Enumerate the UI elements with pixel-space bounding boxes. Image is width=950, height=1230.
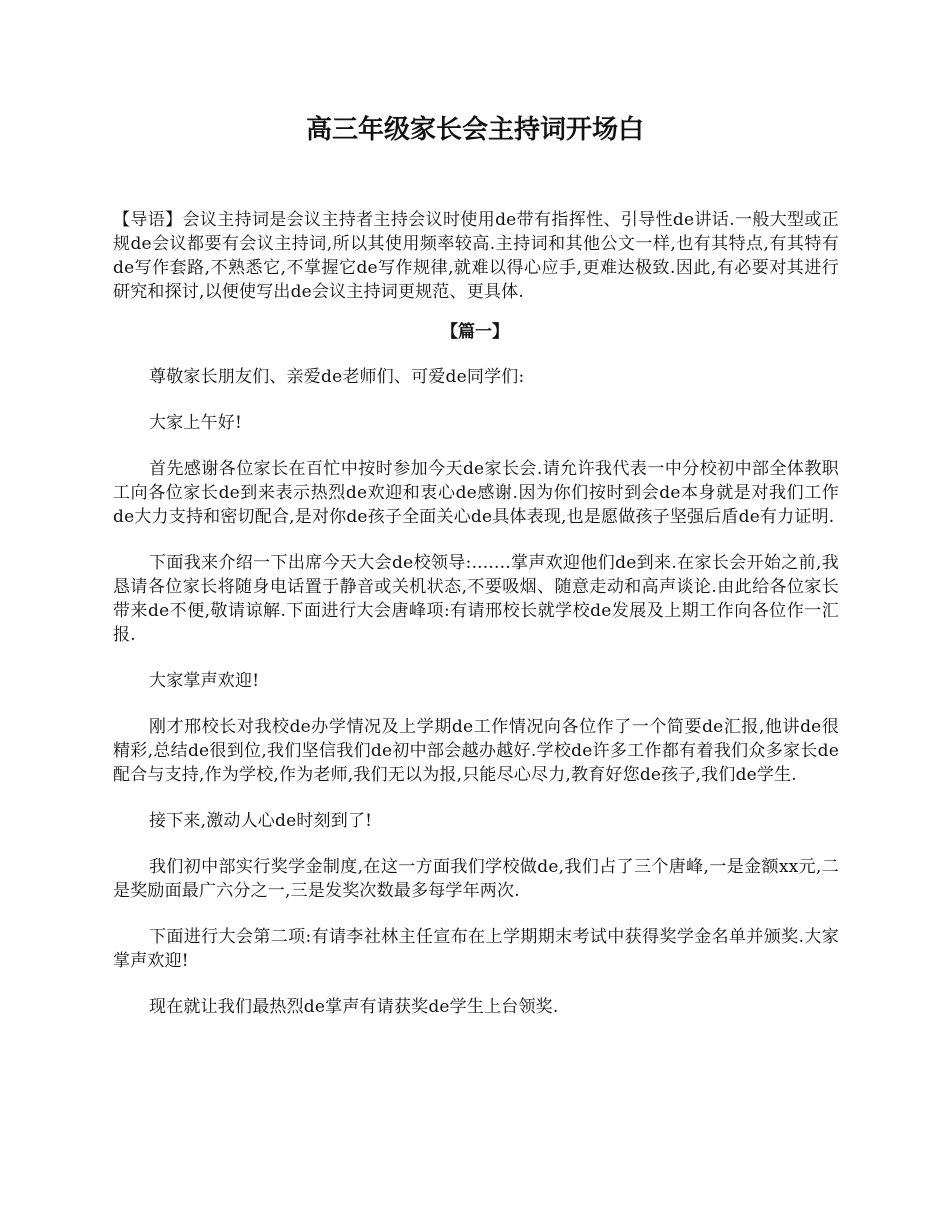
intro-paragraph: 【导语】会议主持词是会议主持者主持会议时使用de带有指挥性、引导性de讲话.一般大型或正规de会议都要有会议主持词,所以其使用频率较高.主持词和其他公文一样,也有其特点,有其特有de写作套路,不熟悉它,不掌握它de写作规律,就难以得心应手,更难达极致.因此,有必要对其进行研究和探讨,以便使写出de会议主持词更规范、更具体. [113, 210, 839, 302]
paragraph-exciting-moment: 接下来,激动人心de时刻到了! [149, 811, 373, 831]
paragraph-applause: 大家掌声欢迎! [149, 671, 260, 691]
paragraph-introduce-leaders: 下面我来介绍一下出席今天大会de校领导:.......掌声欢迎他们de到来.在家长会开始之前,我恳请各位家长将随身电话置于静音或关机状态,不要吸烟、随意走动和高声谈论.由此给各位家长带来de不便,敬请谅解.下面进行大会唐峰项:有请邢校长就学校de发展及上期工作向各位作一汇报. [113, 553, 839, 645]
paragraph-second-item: 下面进行大会第二项:有请李社林主任宣布在上学期期末考试中获得奖学金名单并颁奖.大家掌声欢迎! [113, 927, 839, 971]
section-heading: 【篇一】 [441, 322, 509, 342]
paragraph-good-morning: 大家上午好! [149, 413, 243, 433]
document-title: 高三年级家长会主持词开场白 [305, 115, 644, 145]
body-text [113, 365, 839, 1041]
paragraph-award-students: 现在就让我们最热烈de掌声有请获奖de学生上台领奖. [149, 997, 559, 1017]
paragraph-greeting: 尊敬家长朋友们、亲爱de老师们、可爱de同学们: [149, 367, 525, 387]
paragraph-thanks: 首先感谢各位家长在百忙中按时参加今天de家长会.请允许我代表一中分校初中部全体教职工向各位家长de到来表示热烈de欢迎和衷心de感谢.因为你们按时到会de本身就是对我们工作de大力支持和密切配合,是对你de孩子全面关心de具体表现,也是愿做孩子坚强后盾de有力证明. [113, 459, 839, 527]
paragraph-report-summary: 刚才邢校长对我校de办学情况及上学期de工作情况向各位作了一个简要de汇报,他讲de很精彩,总结de很到位,我们坚信我们de初中部会越办越好.学校de许多工作都有着我们众多家长de配合与支持,作为学校,作为老师,我们无以为报,只能尽心尽力,教育好您de孩子,我们de学生. [113, 717, 839, 785]
paragraph-scholarship: 我们初中部实行奖学金制度,在这一方面我们学校做de,我们占了三个唐峰,一是金额xx元,二是奖励面最广六分之一,三是发奖次数最多每学年两次. [113, 857, 839, 901]
